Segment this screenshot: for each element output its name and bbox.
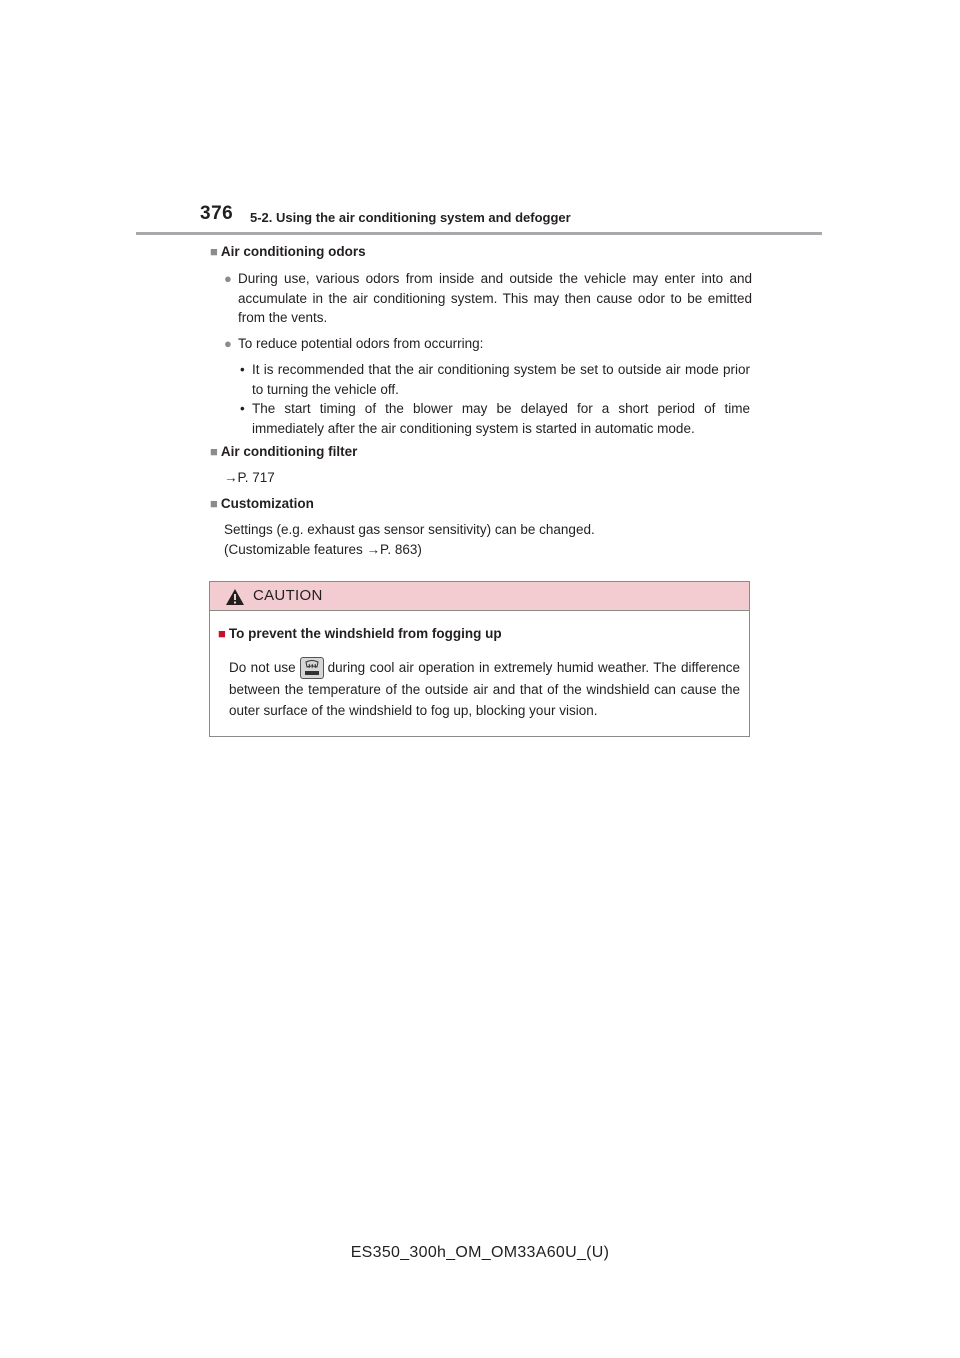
caution-body-rest: during cool air operation in extremely humid weather. The difference between the temperature of the outside air and that of the windshield can cause the outer surface of the windshield to fog up, blocking your vision. (229, 660, 740, 718)
heading-customization (210, 496, 314, 511)
heading-air-conditioning-odors (210, 244, 366, 259)
heading-text: Air conditioning filter (220, 444, 358, 459)
sub-item-text: The start timing of the blower may be delayed for a short period of time immediately after the air conditioning system is started in automatic mode. (252, 401, 750, 436)
caution-square-marker: ■ (218, 626, 226, 641)
heading-square-marker: ■ (210, 496, 218, 511)
header-divider (136, 232, 822, 235)
heading-square-marker: ■ (210, 444, 218, 459)
caution-header (210, 582, 749, 611)
sub-item-text: It is recommended that the air conditioning system be set to outside air mode prior to turning the vehicle off. (252, 362, 750, 397)
bullet-dot-marker: ● (224, 271, 232, 286)
bullet-odor-accumulation (224, 269, 752, 328)
bullet-text: During use, various odors from inside and outside the vehicle may enter into and accumulate in the air conditioning system. This may then cause odor to be emitted from the vents. (238, 271, 752, 325)
caution-label: CAUTION (253, 587, 323, 604)
sub-item-blower-delay (240, 399, 750, 438)
heading-text: Customization (220, 496, 314, 511)
sub-bullet-marker: • (240, 362, 245, 377)
customization-reference: (Customizable features →P. 863) (224, 542, 422, 557)
bullet-dot-marker: ● (224, 336, 232, 351)
section-title: 5-2. Using the air conditioning system and defogger (250, 210, 571, 225)
caution-heading (218, 626, 502, 641)
bullet-reduce-odors (224, 334, 752, 354)
heading-air-conditioning-filter (210, 444, 357, 459)
warning-triangle-icon (225, 588, 245, 606)
heading-square-marker: ■ (210, 244, 218, 259)
page-number: 376 (200, 203, 234, 224)
sub-bullet-marker: • (240, 401, 245, 416)
caution-body-start: Do not use (229, 660, 296, 675)
heading-text: Air conditioning odors (220, 244, 366, 259)
sub-item-outside-air-mode (240, 360, 750, 399)
bullet-text: To reduce potential odors from occurring: (238, 336, 484, 351)
caution-box (209, 581, 750, 737)
page-header (200, 203, 820, 233)
caution-body (229, 657, 740, 721)
document-id-footer: ES350_300h_OM_OM33A60U_(U) (350, 1244, 610, 1261)
customization-text: Settings (e.g. exhaust gas sensor sensitivity) can be changed. (224, 522, 595, 537)
page-reference-link[interactable]: →P. 717 (224, 470, 275, 485)
front-defogger-icon (300, 657, 324, 679)
caution-heading-text: To prevent the windshield from fogging up (228, 626, 502, 641)
